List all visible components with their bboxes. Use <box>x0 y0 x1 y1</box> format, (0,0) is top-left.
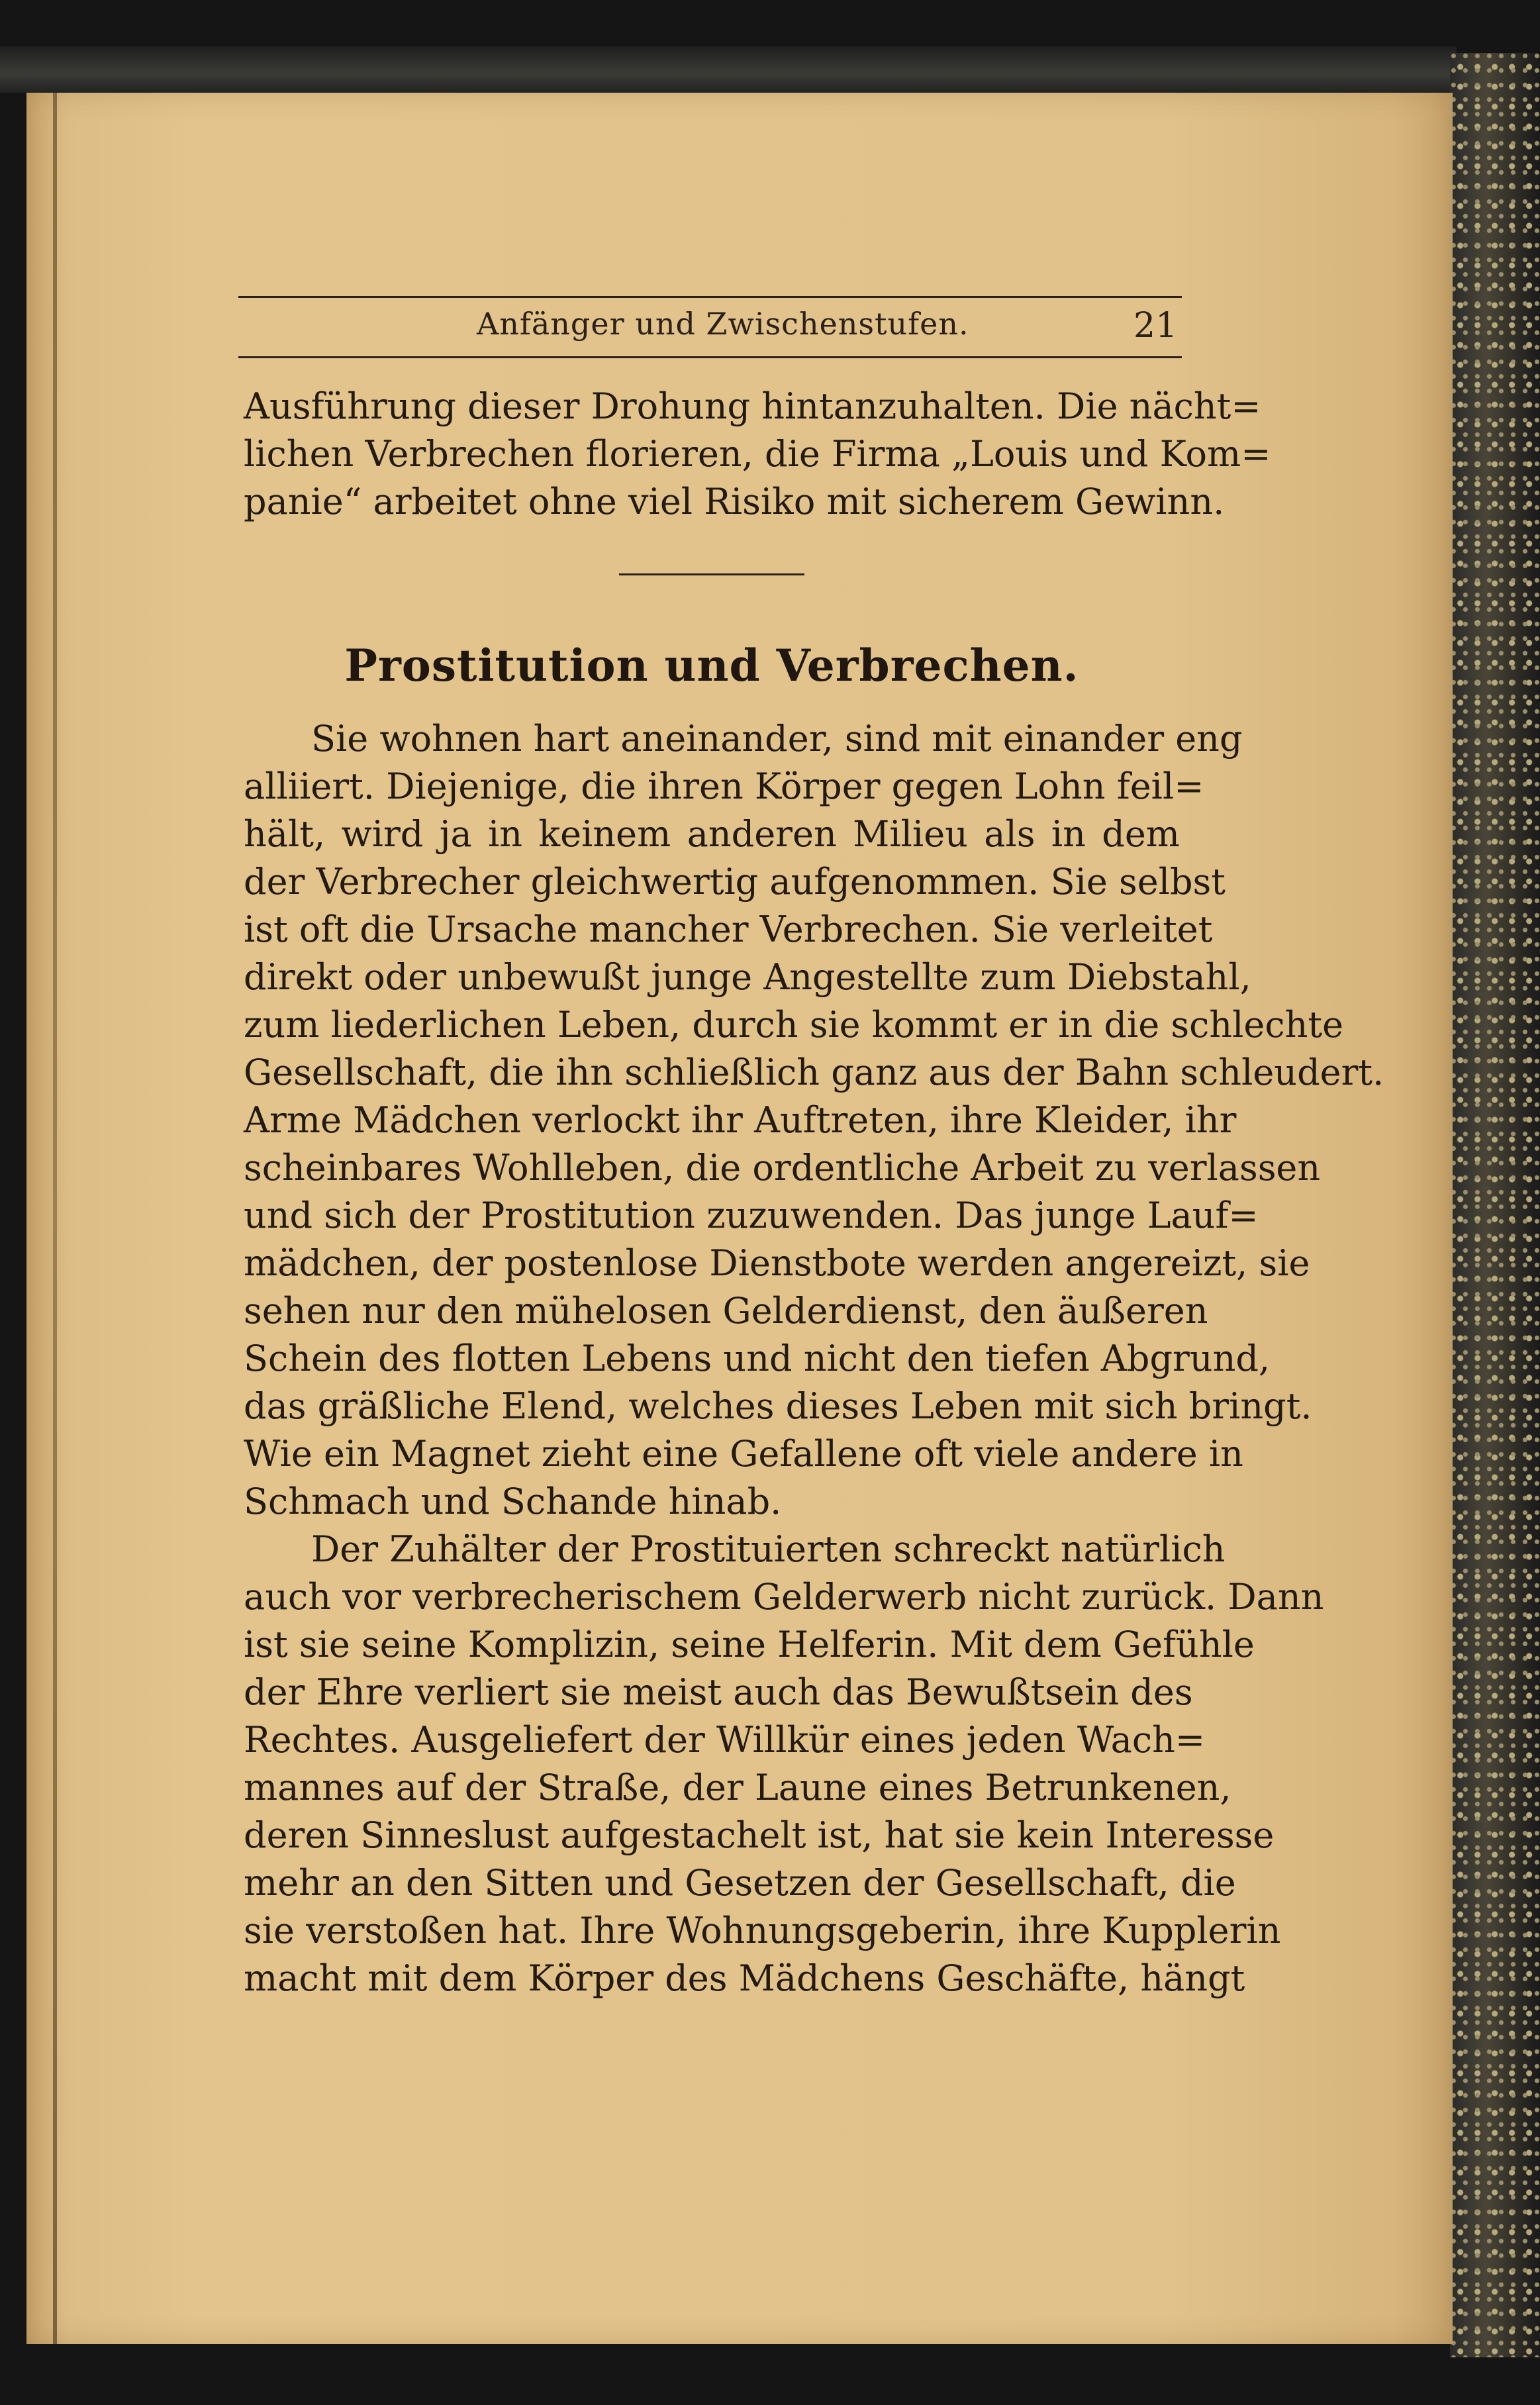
running-header: Anfänger und Zwischenstufen. <box>477 306 969 342</box>
header-bottom-rule <box>238 356 1182 358</box>
text-line: mannes auf der Straße, der Laune eines Betrunkenen, <box>244 1767 1231 1808</box>
text-line: hält, wird ja in keinem anderen Milieu als in dem <box>244 813 1180 855</box>
book-cover-edge <box>1450 53 1540 2357</box>
text-line: deren Sinneslust aufgestachelt ist, hat sie kein Interesse <box>244 1814 1275 1856</box>
text-line: das gräßliche Elend, welches dieses Leben mit sich bringt. <box>244 1385 1312 1427</box>
text-line: ist oft die Ursache mancher Verbrechen. Sie verleitet <box>244 908 1213 950</box>
text-line: Schein des flotten Lebens und nicht den tiefen Abgrund, <box>244 1338 1271 1379</box>
binding-gutter <box>53 93 57 2344</box>
text-line: auch vor verbrecherischem Gelderwerb nicht zurück. Dann <box>244 1576 1324 1618</box>
text-line: Arme Mädchen verlockt ihr Auftreten, ihre Kleider, ihr <box>244 1099 1237 1141</box>
text-line: scheinbares Wohlleben, die ordentliche Arbeit zu verlassen <box>244 1147 1321 1189</box>
text-line: Der Zuhälter der Prostituierten schreckt natürlich <box>311 1528 1226 1570</box>
text-line: sehen nur den mühelosen Gelderdienst, den äußeren <box>244 1290 1208 1332</box>
text-line: ist sie seine Komplizin, seine Helferin. Mit dem Gefühle <box>244 1624 1255 1665</box>
section-heading: Prostitution und Verbrechen. <box>344 640 1079 691</box>
text-line: direkt oder unbewußt junge Angestellte zum Diebstahl, <box>244 956 1251 998</box>
text-line: Wie ein Magnet zieht eine Gefallene oft viele andere in <box>244 1433 1243 1475</box>
text-line: alliiert. Diejenige, die ihren Körper gegen Lohn feil= <box>244 765 1204 807</box>
text-line: panie“ arbeitet ohne viel Risiko mit sicherem Gewinn. <box>244 481 1225 522</box>
text-line: und sich der Prostitution zuzuwenden. Das junge Lauf= <box>244 1195 1259 1236</box>
text-line: Schmach und Schande hinab. <box>244 1481 782 1522</box>
text-line: mehr an den Sitten und Gesetzen der Gesellschaft, die <box>244 1862 1236 1904</box>
text-line: zum liederlichen Leben, durch sie kommt er in die schlechte <box>244 1004 1344 1046</box>
text-line: Ausführung dieser Drohung hintanzuhalten. Die nächt= <box>244 385 1261 427</box>
text-line: macht mit dem Körper des Mädchens Geschäfte, hängt <box>244 1957 1245 1999</box>
text-line: Sie wohnen hart aneinander, sind mit einander eng <box>311 718 1243 760</box>
text-line: mädchen, der postenlose Dienstbote werden angereizt, sie <box>244 1242 1310 1284</box>
page-number: 21 <box>1133 306 1178 346</box>
text-line: Rechtes. Ausgeliefert der Willkür eines jeden Wach= <box>244 1719 1206 1761</box>
section-divider <box>619 573 804 575</box>
book-top-edge <box>0 46 1457 93</box>
text-line: Gesellschaft, die ihn schließlich ganz aus der Bahn schleudert. <box>244 1052 1384 1093</box>
text-line: der Ehre verliert sie meist auch das Bewußtsein des <box>244 1671 1193 1713</box>
text-line: sie verstoßen hat. Ihre Wohnungsgeberin, ihre Kupplerin <box>244 1910 1281 1951</box>
text-line: lichen Verbrechen florieren, die Firma „Louis und Kom= <box>244 433 1271 475</box>
text-line: der Verbrecher gleichwertig aufgenommen. Sie selbst <box>244 861 1226 903</box>
header-top-rule <box>238 296 1182 298</box>
